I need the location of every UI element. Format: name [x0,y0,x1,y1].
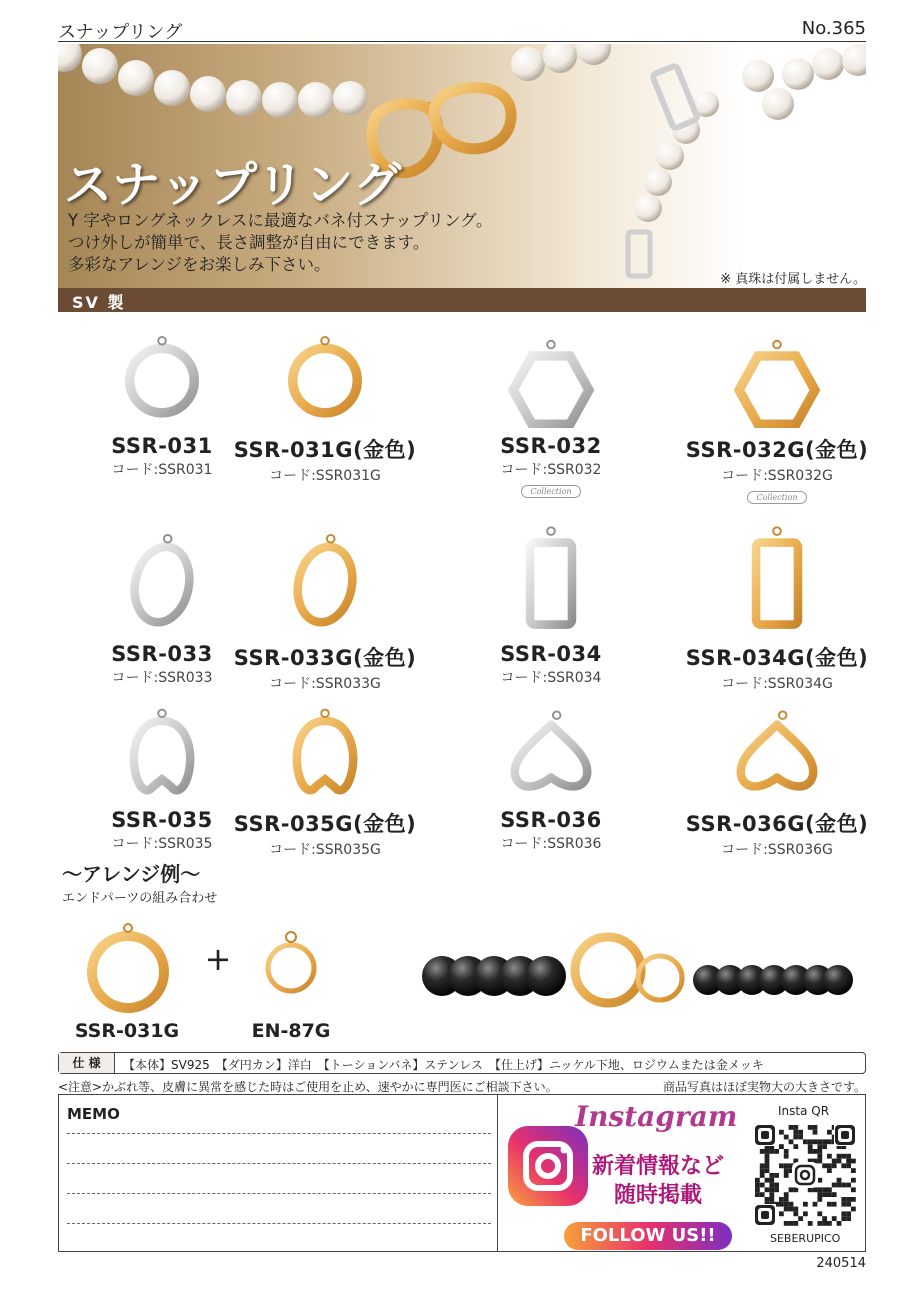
product-card [451,318,651,498]
product-code: コード:SSR035 [111,836,213,852]
oval-snap-ring-gold-image [275,514,375,636]
product-card [677,318,877,504]
heart-snap-ring-gold-image [727,702,827,802]
collection-badge: Collection [747,491,806,504]
en-87g-ring [268,945,314,991]
desc-line: Y 字やロングネックレスに最適なバネ付スナップリング。 [68,211,493,230]
plus-sign: + [204,940,232,978]
product-code: コード:SSR033 [111,670,213,686]
product-name: SSR-032 [500,434,602,458]
product-name: SSR-031 [111,434,213,458]
product-code: コード:SSR035G [269,842,381,858]
qr-label: Insta QR [778,1104,830,1118]
memo-box [58,1094,866,1252]
pearl-note: ※ 真珠は付属しません。 [720,272,866,287]
material-label: SV 製 [72,293,126,312]
product-name: SSR-032G(金色) [685,438,869,462]
oval-snap-ring-silver-image [112,514,212,636]
product-code: コード:SSR036 [500,836,602,852]
arrange-part1-label: SSR-031G [74,1020,180,1042]
product-name: SSR-034G(金色) [685,646,869,670]
product-name: SSR-031G(金色) [233,438,417,462]
instagram-line1: 新着情報など [592,1154,725,1179]
instagram-icon [504,1122,592,1210]
product-card [225,318,425,485]
instagram-message [592,1152,724,1210]
catalog-number: No.365 [801,18,866,39]
arrange-part2-label: EN-87G [251,1020,331,1042]
page-header [58,14,866,42]
product-code: コード:SSR031 [111,462,213,478]
black-pearls-right [693,965,853,995]
caution-text: <注意>かぶれ等、皮膚に異常を感じた時はご使用を止め、速やかに専門医にご相談下さい。 [58,1080,558,1094]
arrange-subtitle: エンドパーツの組み合わせ [62,891,218,906]
product-code: コード:SSR031G [269,468,381,484]
hero-title: スナップリング [64,157,403,213]
product-card [451,702,651,853]
product-name: SSR-033 [111,642,213,666]
product-code: コード:SSR032 [500,462,602,478]
collection-badge: Collection [521,485,580,498]
hexagon-snap-ring-silver-image [501,318,601,428]
product-name: SSR-035G(金色) [233,812,417,836]
instagram-line2: 随時掲載 [614,1183,703,1208]
product-code: コード:SSR034 [500,670,602,686]
clasp-ring-large [575,937,641,1003]
circle-snap-ring-gold-image [275,318,375,428]
material-band [58,288,866,312]
product-name: SSR-036G(金色) [685,812,869,836]
apple-snap-ring-silver-image [112,702,212,802]
arrange-illustration [60,912,860,1024]
product-card [677,702,877,859]
product-name: SSR-033G(金色) [233,646,417,670]
follow-us-button[interactable]: FOLLOW US!! [564,1222,732,1250]
category-label: スナップリング [58,22,183,43]
memo-line [67,1163,491,1164]
hero-description [68,210,493,276]
product-card [451,514,651,687]
memo-line [67,1223,491,1224]
heart-snap-ring-silver-image [501,702,601,802]
product-name: SSR-034 [500,642,602,666]
size-note: 商品写真はほぼ実物大の大きさです。 [662,1080,866,1094]
black-pearls-left [422,956,566,996]
product-card [677,514,877,693]
desc-line: つけ外しが簡単で、長さ調整が自由にできます。 [68,233,430,252]
spec-text: 【本体】SV925 【ダ円カン】洋白 【トーションバネ】ステンレス 【仕上げ】ニッケル下地、ロジウムまたは金メッキ [123,1058,764,1072]
apple-snap-ring-gold-image [275,702,375,802]
date-code: 240514 [816,1256,866,1271]
product-code: コード:SSR036G [721,842,833,858]
product-card [225,702,425,859]
hexagon-snap-ring-gold-image [727,318,827,428]
desc-line: 多彩なアレンジをお楽しみ下さい。 [68,255,331,274]
instagram-wordmark: Instagram [575,1100,738,1133]
memo-divider [497,1095,498,1251]
product-card [225,514,425,693]
memo-line [67,1133,491,1134]
product-name: SSR-035 [111,808,213,832]
memo-title: MEMO [67,1105,120,1123]
arrange-title: 〜アレンジ例〜 [62,862,201,886]
ssr-031g-ring [92,936,164,1008]
spec-heading: 仕 様 [59,1053,115,1073]
qr-code-icon[interactable] [752,1122,858,1228]
rect-snap-ring-silver-image [501,514,601,636]
product-code: コード:SSR032G [721,468,833,484]
product-code: コード:SSR033G [269,676,381,692]
spec-bar [58,1052,866,1074]
circle-snap-ring-silver-image [112,318,212,428]
product-name: SSR-036 [500,808,602,832]
product-code: コード:SSR034G [721,676,833,692]
memo-line [67,1193,491,1194]
rect-snap-ring-gold-image [727,514,827,636]
instagram-account: SEBERUPICO [770,1232,841,1245]
hero-banner [58,44,866,288]
